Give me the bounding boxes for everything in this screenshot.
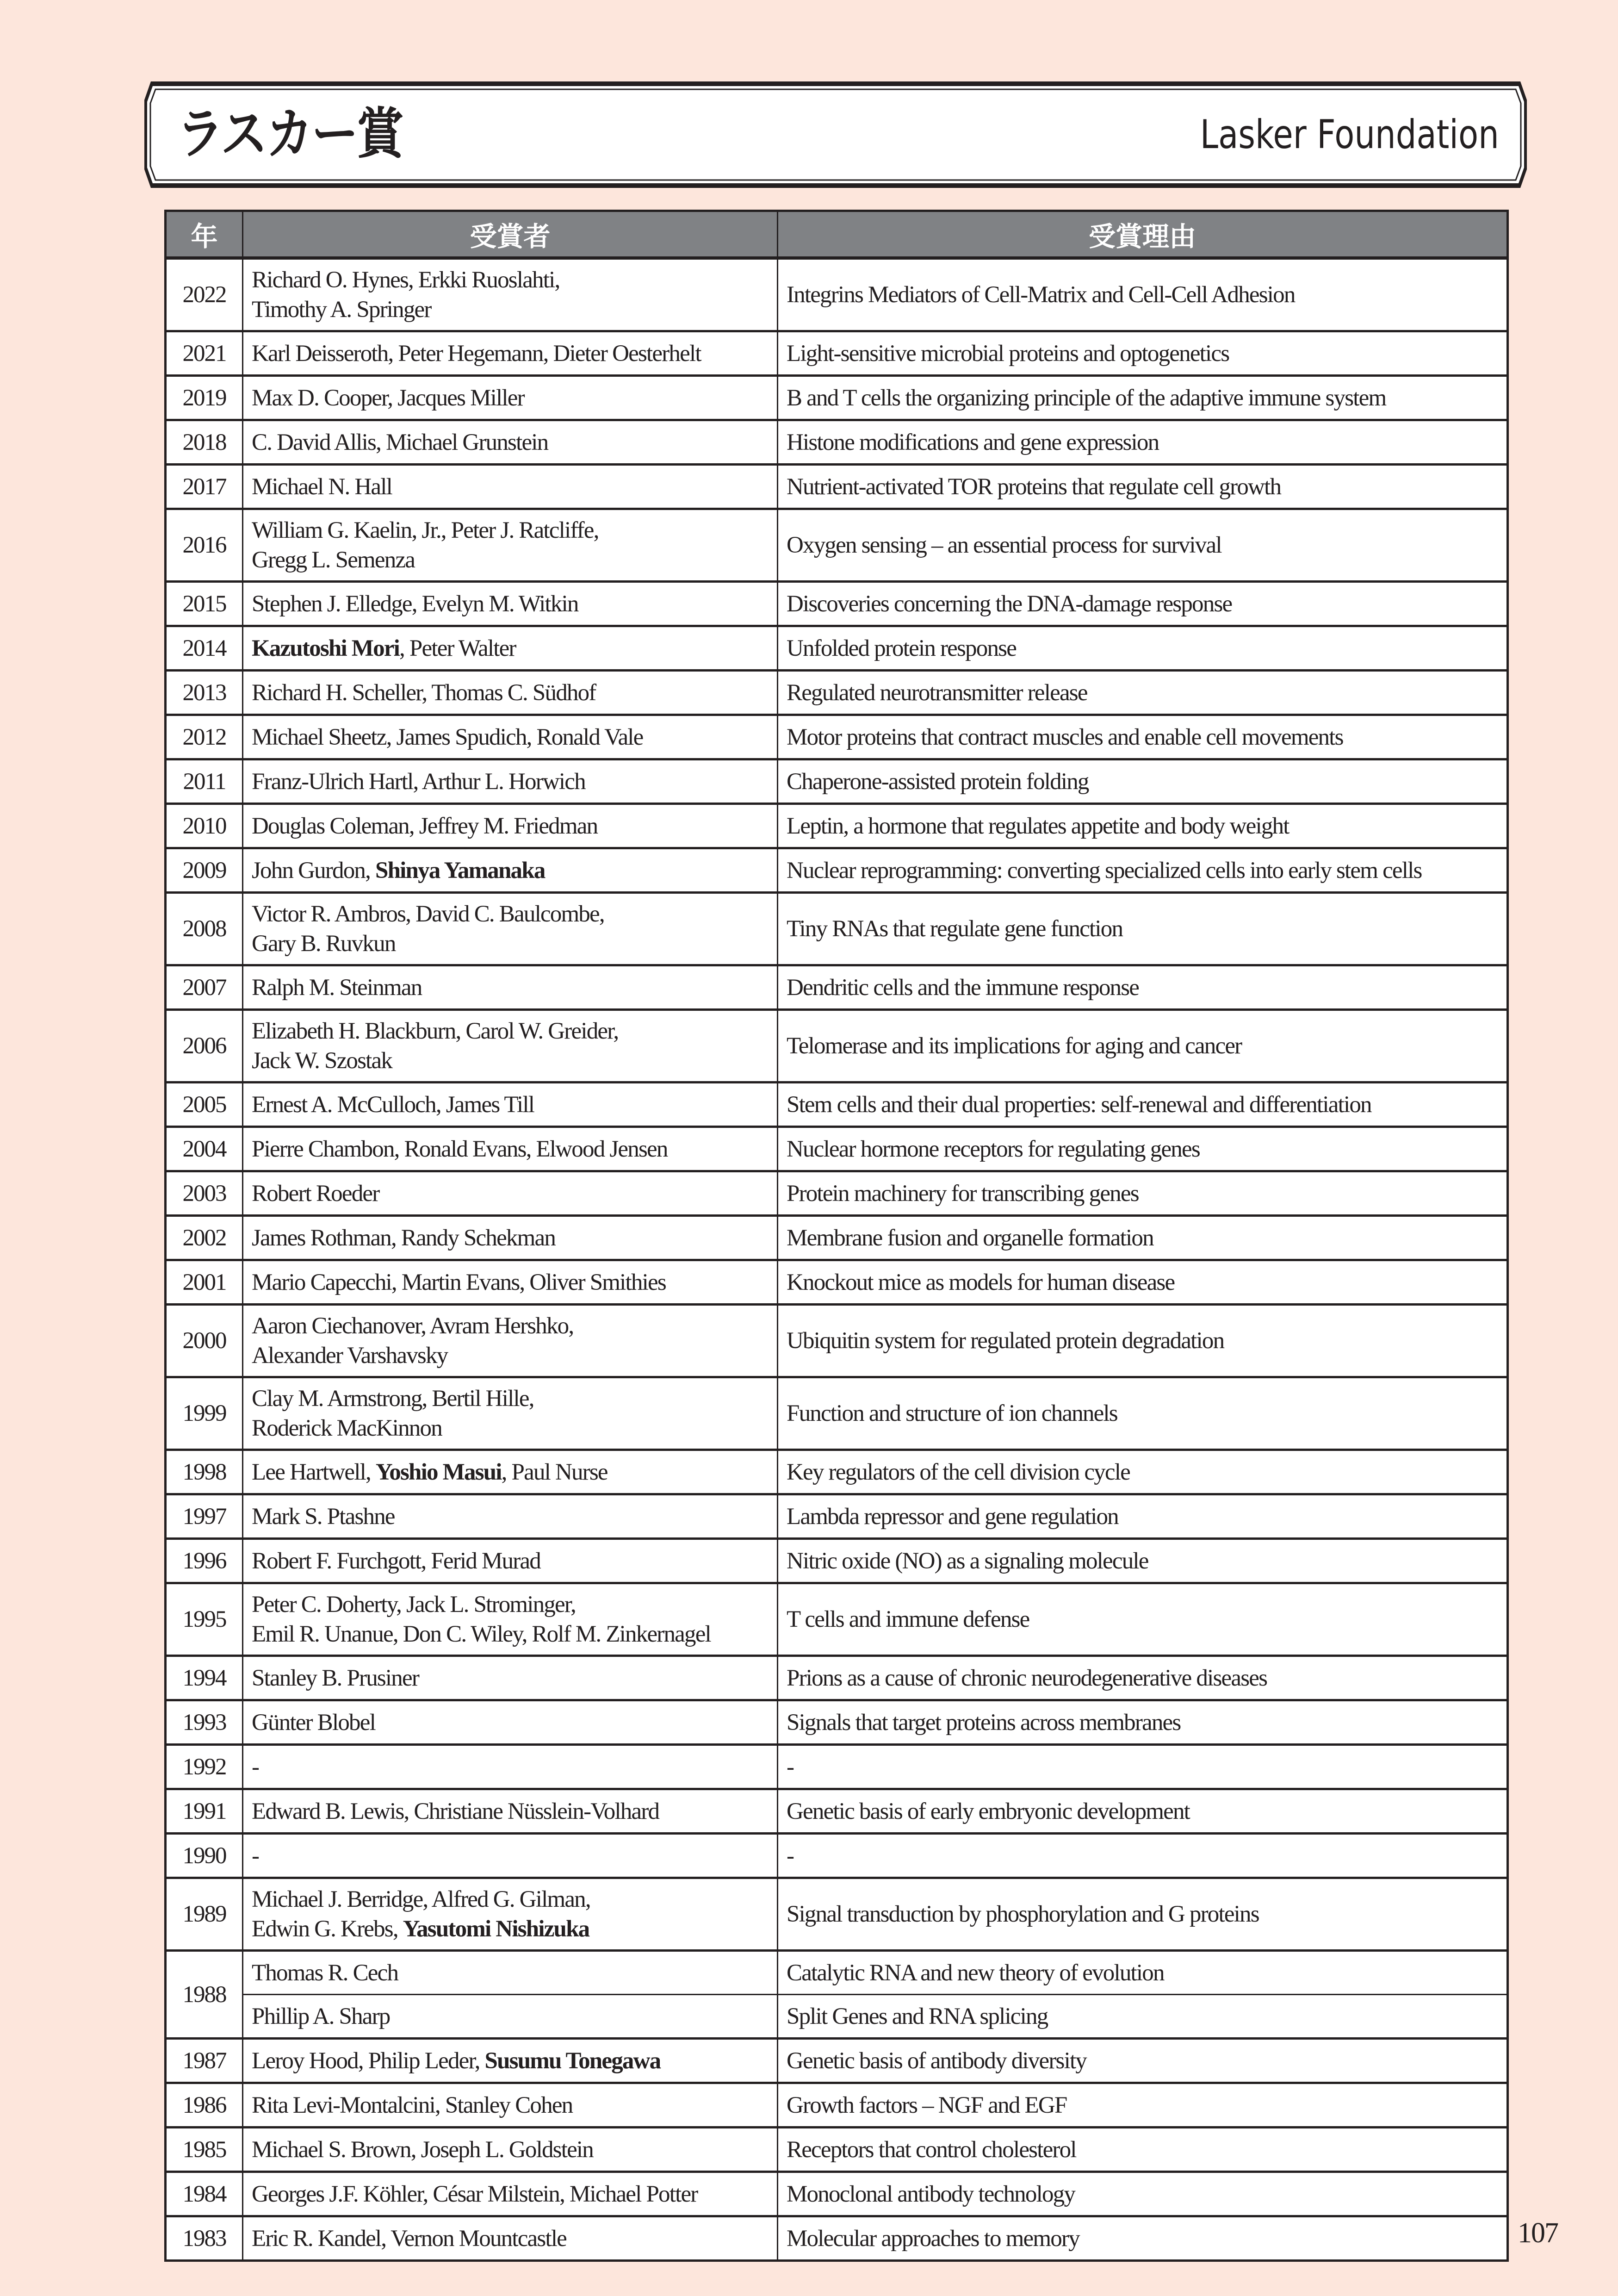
laureate-text: Ernest A. McCulloch, James Till [252,1091,534,1118]
year-cell: 2010 [166,804,243,848]
year-cell: 1997 [166,1494,243,1539]
japanese-laureate-name: Shinya Yamanaka [375,857,545,884]
table-row [166,2216,1508,2261]
laureates-line [252,2179,769,2209]
table-row [166,1878,1508,1951]
laureates-cell [243,1951,778,1995]
laureates-line [252,856,769,885]
laureates-cell [243,1539,778,1583]
laureate-text: Michael J. Berridge, Alfred G. Gilman, [252,1886,590,1912]
reason-cell: B and T cells the organizing principle of the adaptive immune system [778,376,1508,420]
table-row [166,2128,1508,2172]
laureates-line [252,634,769,663]
reason-cell: Nuclear hormone receptors for regulating genes [778,1127,1508,1171]
reason-cell: Unfolded protein response [778,626,1508,671]
year-cell: 1987 [166,2039,243,2083]
laureates-line [252,1502,769,1531]
laureates-line [252,1914,769,1944]
laureates-cell [243,1010,778,1083]
laureates-line [252,1090,769,1120]
laureate-text: John Gurdon, [252,857,376,884]
laureates-cell [243,1450,778,1494]
laureates-line [252,2002,769,2031]
table-row [166,1305,1508,1377]
year-cell: 2019 [166,376,243,420]
table-row [166,331,1508,376]
laureates-line [252,516,769,545]
laureates-cell [243,1834,778,1878]
laureates-cell [243,1171,778,1216]
table-row [166,1789,1508,1834]
table-row [166,804,1508,848]
laureates-cell [243,1127,778,1171]
laureates-cell [243,2216,778,2261]
table-row [166,2083,1508,2128]
reason-cell: Genetic basis of antibody diversity [778,2039,1508,2083]
laureates-line [252,428,769,457]
laureates-line [252,973,769,1002]
reason-cell: Key regulators of the cell division cycle [778,1450,1508,1494]
reason-cell: Regulated neurotransmitter release [778,671,1508,715]
laureates-line [252,1958,769,1988]
laureate-text: Günter Blobel [252,1709,375,1736]
laureate-text: Gregg L. Semenza [252,547,415,573]
laureate-text: Franz-Ulrich Hartl, Arthur L. Horwich [252,768,585,795]
reason-cell: Monoclonal antibody technology [778,2172,1508,2216]
table-row [166,509,1508,582]
laureates-cell [243,331,778,376]
laureates-cell [243,626,778,671]
laureates-cell [243,258,778,331]
laureates-cell [243,2083,778,2128]
laureates-line [252,1223,769,1253]
laureates-line [252,1663,769,1693]
year-cell: 1989 [166,1878,243,1951]
laureates-cell [243,376,778,420]
laureate-text: Lee Hartwell, [252,1459,376,1485]
laureates-cell [243,1656,778,1700]
year-cell: 1986 [166,2083,243,2128]
laureates-line [252,1752,769,1782]
laureates-cell [243,759,778,804]
laureate-text: Aaron Ciechanover, Avram Hershko, [252,1313,574,1339]
year-cell: 2018 [166,420,243,465]
table-row [166,1450,1508,1494]
year-cell: 2021 [166,331,243,376]
reason-cell: Histone modifications and gene expression [778,420,1508,465]
column-header-reason: 受賞理由 [778,211,1508,258]
table-row [166,420,1508,465]
table-row [166,1539,1508,1583]
table-row [166,465,1508,509]
laureate-text: Michael N. Hall [252,473,392,500]
laureate-text: Ralph M. Steinman [252,974,422,1001]
laureates-line [252,1413,769,1443]
year-cell: 2002 [166,1216,243,1260]
laureates-cell [243,671,778,715]
table-row [166,715,1508,759]
laureates-line [252,1546,769,1576]
reason-cell: Nuclear reprogramming: converting specialized cells into early stem cells [778,848,1508,893]
laureates-line [252,1016,769,1046]
laureates-line [252,2091,769,2120]
japanese-laureate-name: Yoshio Masui [375,1459,502,1485]
laureates-line [252,1590,769,1619]
table-row [166,1995,1508,2039]
laureate-text: Jack W. Szostak [252,1048,392,1074]
page-title: ラスカー賞 [177,102,403,166]
laureates-line [252,767,769,796]
table-row [166,1083,1508,1127]
laureate-text: Michael S. Brown, Joseph L. Goldstein [252,2136,593,2163]
reason-cell: Protein machinery for transcribing genes [778,1171,1508,1216]
table-row [166,1583,1508,1656]
reason-cell: Membrane fusion and organelle formation [778,1216,1508,1260]
laureates-cell [243,2172,778,2216]
laureates-line [252,265,769,295]
laureate-text: Karl Deisseroth, Peter Hegemann, Dieter Oesterhelt [252,340,701,367]
reason-cell: Knockout mice as models for human disease [778,1260,1508,1305]
laureates-line [252,1268,769,1297]
table-row [166,1260,1508,1305]
laureates-cell [243,1494,778,1539]
table-row [166,1494,1508,1539]
laureate-text: Elizabeth H. Blackburn, Carol W. Greider, [252,1018,619,1044]
laureates-line [252,472,769,502]
year-cell: 1992 [166,1745,243,1789]
laureates-line [252,1708,769,1737]
reason-cell: Genetic basis of early embryonic development [778,1789,1508,1834]
reason-cell: - [778,1745,1508,1789]
japanese-laureate-name: Susumu Tonegawa [484,2047,661,2074]
laureates-line [252,589,769,619]
year-cell: 1994 [166,1656,243,1700]
laureates-line [252,339,769,368]
year-cell: 2017 [166,465,243,509]
reason-cell: Signal transduction by phosphorylation and G proteins [778,1878,1508,1951]
column-header-year: 年 [166,211,243,258]
laureates-line [252,1797,769,1826]
laureate-text: - [252,1842,259,1869]
lasker-award-table [164,210,1509,2262]
laureate-text: Leroy Hood, Philip Leder, [252,2047,485,2074]
year-cell: 1996 [166,1539,243,1583]
laureates-line [252,1457,769,1487]
table-row [166,376,1508,420]
japanese-laureate-name: Yasutomi Nishizuka [403,1916,589,1942]
laureates-cell [243,1878,778,1951]
reason-cell: Receptors that control cholesterol [778,2128,1508,2172]
laureates-line [252,899,769,929]
laureates-cell [243,420,778,465]
table-row [166,1171,1508,1216]
laureate-text: Stanley B. Prusiner [252,1665,419,1691]
laureates-cell [243,715,778,759]
reason-cell: Nutrient-activated TOR proteins that regulate cell growth [778,465,1508,509]
reason-cell: - [778,1834,1508,1878]
table-row [166,848,1508,893]
laureate-text: Douglas Coleman, Jeffrey M. Friedman [252,813,598,839]
table-row [166,2039,1508,2083]
reason-cell: Integrins Mediators of Cell-Matrix and Cell-Cell Adhesion [778,258,1508,331]
laureates-cell [243,1216,778,1260]
reason-cell: Motor proteins that contract muscles and enable cell movements [778,715,1508,759]
page-subtitle: Lasker Foundation [1200,112,1499,158]
laureate-text: Pierre Chambon, Ronald Evans, Elwood Jensen [252,1136,668,1162]
table-row [166,1700,1508,1745]
year-cell: 2008 [166,893,243,965]
laureate-text: Richard O. Hynes, Erkki Ruoslahti, [252,267,560,293]
laureates-line [252,545,769,575]
year-cell: 2001 [166,1260,243,1305]
laureate-text: Michael Sheetz, James Spudich, Ronald Vale [252,724,643,750]
reason-cell: Oxygen sensing – an essential process for survival [778,509,1508,582]
reason-cell: Signals that target proteins across membranes [778,1700,1508,1745]
year-cell: 2005 [166,1083,243,1127]
year-cell: 1988 [166,1951,243,2039]
reason-cell: Tiny RNAs that regulate gene function [778,893,1508,965]
laureate-text: Thomas R. Cech [252,1960,398,1986]
year-cell: 2000 [166,1305,243,1377]
laureates-line [252,2135,769,2165]
reason-cell: Lambda repressor and gene regulation [778,1494,1508,1539]
table-row [166,1834,1508,1878]
reason-cell: Catalytic RNA and new theory of evolution [778,1951,1508,1995]
table-row [166,258,1508,331]
reason-cell: Function and structure of ion channels [778,1377,1508,1450]
laureate-text: Edward B. Lewis, Christiane Nüsslein-Volhard [252,1798,659,1824]
table-row [166,1745,1508,1789]
year-cell: 1983 [166,2216,243,2261]
laureate-text: C. David Allis, Michael Grunstein [252,429,548,455]
laureates-cell [243,1305,778,1377]
table-row [166,1377,1508,1450]
table-row [166,893,1508,965]
table-row [166,626,1508,671]
laureate-text: Rita Levi-Montalcini, Stanley Cohen [252,2092,573,2118]
reason-cell: Molecular approaches to memory [778,2216,1508,2261]
laureates-cell [243,1377,778,1450]
laureates-cell [243,1083,778,1127]
laureate-text: Gary B. Ruvkun [252,931,396,957]
reason-cell: Prions as a cause of chronic neurodegenerative diseases [778,1656,1508,1700]
reason-cell: Chaperone-assisted protein folding [778,759,1508,804]
laureate-text: Clay M. Armstrong, Bertil Hille, [252,1386,534,1412]
laureates-line [252,678,769,708]
laureate-text: Victor R. Ambros, David C. Baulcombe, [252,901,604,927]
laureates-cell [243,582,778,626]
table-body [166,258,1508,2261]
laureate-text: Robert F. Furchgott, Ferid Murad [252,1548,540,1574]
reason-cell: Ubiquitin system for regulated protein degradation [778,1305,1508,1377]
laureate-text: Richard H. Scheller, Thomas C. Südhof [252,679,596,706]
laureates-cell [243,1260,778,1305]
year-cell: 1985 [166,2128,243,2172]
year-cell: 2013 [166,671,243,715]
year-cell: 1990 [166,1834,243,1878]
year-cell: 2022 [166,258,243,331]
laureates-line [252,1179,769,1208]
laureate-text: James Rothman, Randy Schekman [252,1225,556,1251]
laureate-text: Mario Capecchi, Martin Evans, Oliver Smithies [252,1269,666,1295]
laureates-cell [243,1700,778,1745]
laureates-cell [243,1745,778,1789]
title-banner [144,81,1527,188]
year-cell: 2016 [166,509,243,582]
table-row [166,965,1508,1010]
laureates-line [252,2046,769,2076]
laureates-cell [243,1583,778,1656]
laureates-cell [243,893,778,965]
reason-cell: Discoveries concerning the DNA-damage response [778,582,1508,626]
laureates-line [252,1619,769,1649]
table-row [166,1216,1508,1260]
year-cell: 2011 [166,759,243,804]
table-row [166,1951,1508,1995]
table-row [166,1656,1508,1700]
laureates-cell [243,848,778,893]
laureate-text: Edwin G. Krebs, [252,1916,403,1942]
column-header-laureates: 受賞者 [243,211,778,258]
year-cell: 2006 [166,1010,243,1083]
reason-cell: Nitric oxide (NO) as a signaling molecule [778,1539,1508,1583]
year-cell: 2012 [166,715,243,759]
year-cell: 1995 [166,1583,243,1656]
table-row [166,1010,1508,1083]
laureate-text: William G. Kaelin, Jr., Peter J. Ratcliffe, [252,517,599,543]
table-row [166,671,1508,715]
reason-cell: Stem cells and their dual properties: self-renewal and differentiation [778,1083,1508,1127]
year-cell: 2014 [166,626,243,671]
laureates-line [252,929,769,958]
laureate-text: Eric R. Kandel, Vernon Mountcastle [252,2225,567,2252]
year-cell: 2009 [166,848,243,893]
laureate-text: Georges J.F. Köhler, César Milstein, Michael Potter [252,2181,698,2207]
laureates-line [252,2224,769,2253]
laureate-text: Timothy A. Springer [252,297,431,323]
laureates-line [252,1384,769,1413]
laureate-text: Max D. Cooper, Jacques Miller [252,385,524,411]
reason-cell: Split Genes and RNA splicing [778,1995,1508,2039]
reason-cell: Leptin, a hormone that regulates appetite and body weight [778,804,1508,848]
laureate-text: Emil R. Unanue, Don C. Wiley, Rolf M. Zinkernagel [252,1621,711,1647]
laureates-line [252,1311,769,1341]
table-row [166,1127,1508,1171]
laureate-text: - [252,1754,259,1780]
year-cell: 1998 [166,1450,243,1494]
laureates-cell [243,509,778,582]
year-cell: 2015 [166,582,243,626]
laureates-line [252,1841,769,1871]
reason-cell: Growth factors – NGF and EGF [778,2083,1508,2128]
japanese-laureate-name: Kazutoshi Mori [252,635,400,661]
year-cell: 1991 [166,1789,243,1834]
laureates-cell [243,1789,778,1834]
table-row [166,759,1508,804]
year-cell: 1984 [166,2172,243,2216]
laureates-line [252,1046,769,1076]
year-cell: 2003 [166,1171,243,1216]
laureates-line [252,811,769,841]
reason-cell: T cells and immune defense [778,1583,1508,1656]
laureates-line [252,295,769,324]
laureate-text: , Paul Nurse [501,1459,608,1485]
laureates-line [252,722,769,752]
table-header-row [166,211,1508,258]
laureate-text: Roderick MacKinnon [252,1415,442,1441]
laureate-text: Stephen J. Elledge, Evelyn M. Witkin [252,591,578,617]
year-cell: 1999 [166,1377,243,1450]
reason-cell: Telomerase and its implications for aging and cancer [778,1010,1508,1083]
laureate-text: Robert Roeder [252,1180,379,1207]
table-row [166,2172,1508,2216]
laureates-cell [243,804,778,848]
laureates-cell [243,2039,778,2083]
laureate-text: Phillip A. Sharp [252,2003,390,2029]
laureates-line [252,383,769,413]
laureates-line [252,1885,769,1914]
page-number: 107 [1518,2217,1558,2249]
laureate-text: Peter C. Doherty, Jack L. Strominger, [252,1592,576,1618]
reason-cell: Light-sensitive microbial proteins and optogenetics [778,331,1508,376]
table-row [166,582,1508,626]
laureates-cell [243,1995,778,2039]
year-cell: 1993 [166,1700,243,1745]
laureates-cell [243,965,778,1010]
laureate-text: Mark S. Ptashne [252,1503,395,1530]
laureates-line [252,1134,769,1164]
laureates-line [252,1341,769,1370]
reason-cell: Dendritic cells and the immune response [778,965,1508,1010]
laureate-text: Alexander Varshavsky [252,1343,448,1369]
laureates-cell [243,465,778,509]
laureate-text: , Peter Walter [399,635,516,661]
laureates-cell [243,2128,778,2172]
year-cell: 2004 [166,1127,243,1171]
year-cell: 2007 [166,965,243,1010]
